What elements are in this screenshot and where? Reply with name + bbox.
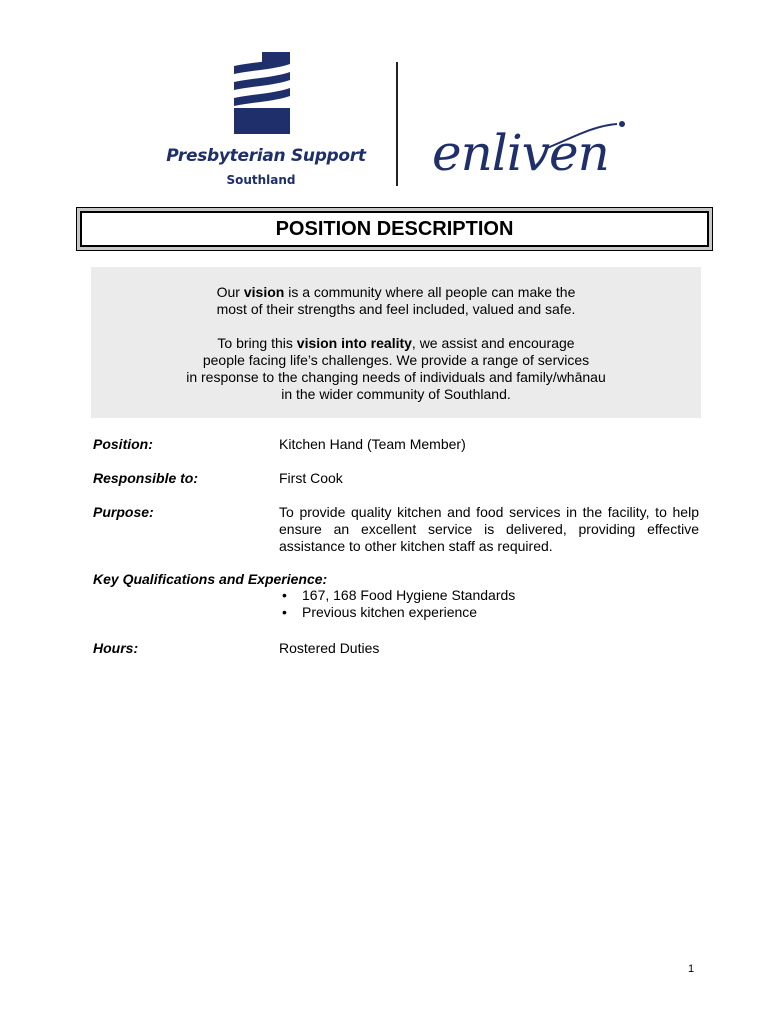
psl-region: Southland bbox=[226, 173, 296, 187]
purpose-value: To provide quality kitchen and food services in the facility, to help ensure an excellent service is delivered, providing effective assistance to other kitchen staff as required. bbox=[279, 504, 699, 554]
presbyterian-support-logo bbox=[160, 52, 370, 192]
psl-emblem-icon bbox=[232, 52, 292, 138]
enliven-wordmark: enliven bbox=[432, 124, 609, 182]
psl-name: Presbyterian Support bbox=[166, 146, 366, 166]
purpose-label: Purpose: bbox=[93, 504, 154, 520]
position-label: Position: bbox=[93, 436, 153, 452]
logo-divider bbox=[396, 62, 398, 186]
vision-statement bbox=[91, 267, 701, 418]
vision-paragraph-1: Our vision is a community where all people can make the most of their strengths and feel included, valued and safe. bbox=[216, 284, 576, 317]
position-value: Kitchen Hand (Team Member) bbox=[279, 436, 466, 452]
qualifications-label: Key Qualifications and Experience: bbox=[93, 571, 328, 587]
responsible-to-value: First Cook bbox=[279, 470, 343, 486]
hours-label: Hours: bbox=[93, 640, 139, 656]
list-item: • Previous kitchen experience bbox=[262, 604, 515, 621]
page-title: POSITION DESCRIPTION bbox=[80, 211, 709, 247]
responsible-to-label: Responsible to: bbox=[93, 470, 199, 486]
qualifications-list bbox=[262, 587, 515, 621]
enliven-swoosh-icon bbox=[432, 118, 632, 158]
list-item: • 167, 168 Food Hygiene Standards bbox=[262, 587, 515, 604]
enliven-logo bbox=[432, 118, 632, 198]
vision-paragraph-2: To bring this vision into reality, we assist and encourage people facing life’s challenges. We provide a range of services in response to the changing needs of individuals and family/whānau in the wider community of Southland. bbox=[186, 335, 606, 402]
page-number: 1 bbox=[688, 963, 695, 975]
hours-value: Rostered Duties bbox=[279, 640, 380, 656]
